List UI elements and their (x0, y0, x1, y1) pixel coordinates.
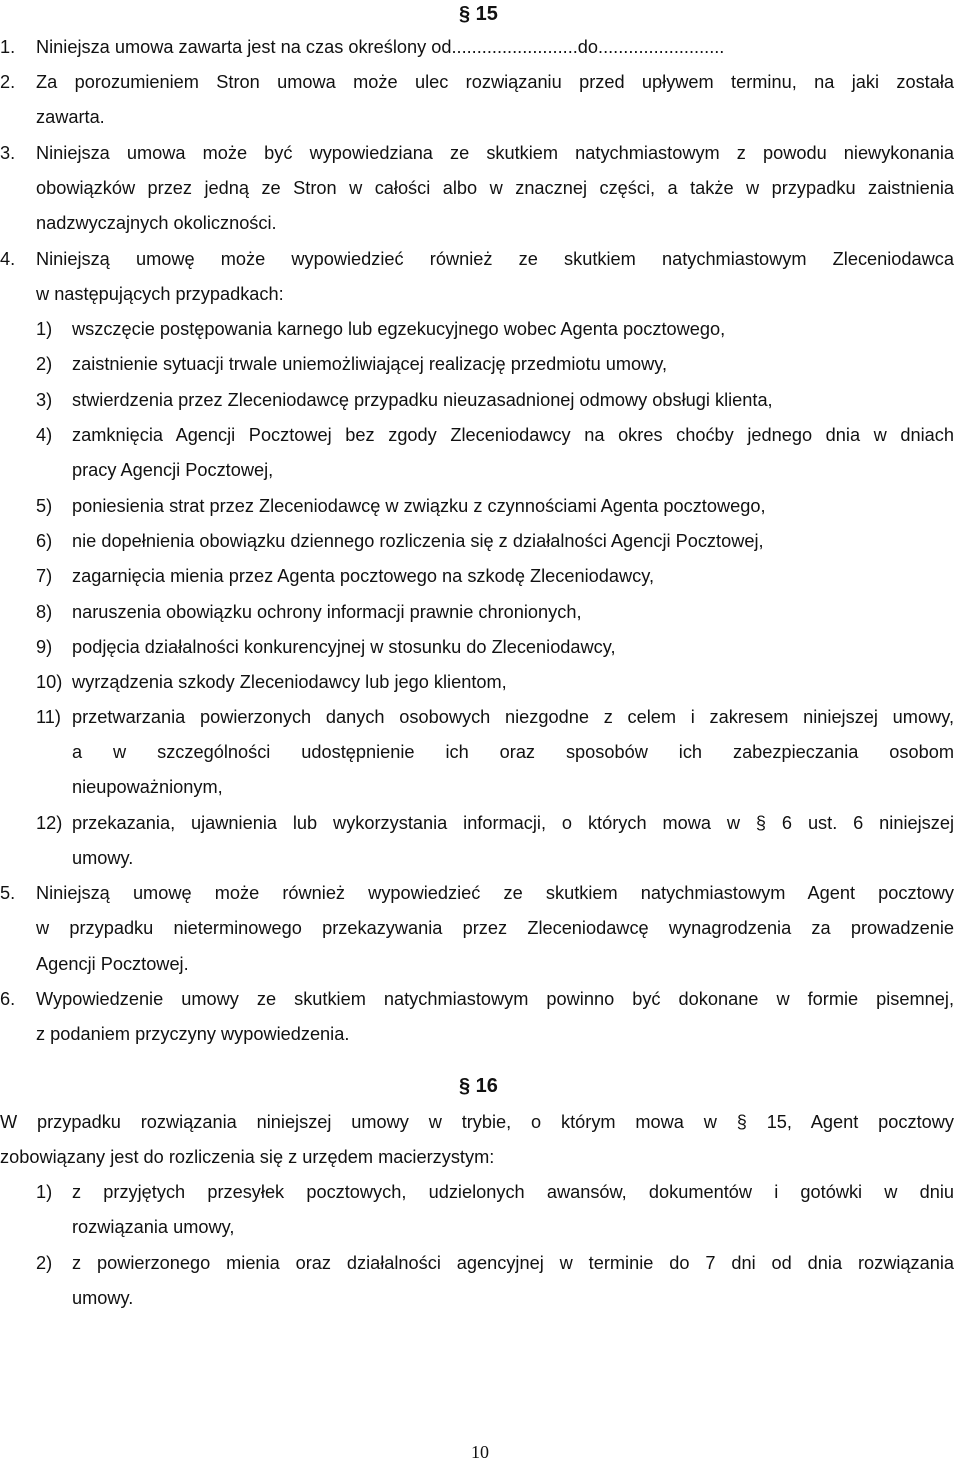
subitem-text: przekazania, ujawnienia lub wykorzystania informacji, o których mowa w § 6 ust. 6 niniejszej (72, 813, 954, 833)
item-number: 6. (0, 989, 16, 1009)
subitem-text: nieupoważnionym, (72, 777, 223, 797)
paragraph-text: W przypadku rozwiązania niniejszej umowy w trybie, o którym mowa w § 15, Agent pocztowy (0, 1112, 954, 1132)
subitem-text: wszczęcie postępowania karnego lub egzekucyjnego wobec Agenta pocztowego, (72, 319, 726, 339)
subitem-number: 1) (36, 319, 53, 339)
item-text: Niniejszą umowę może również wypowiedzieć ze skutkiem natychmiastowym Agent pocztowy (36, 883, 954, 903)
subitem-text: wyrządzenia szkody Zleceniodawcy lub jego klientom, (72, 672, 507, 692)
subitem-text: a w szczególności udostępnienie ich oraz sposobów ich zabezpieczania osobom (72, 742, 954, 762)
subitem-number: 3) (36, 390, 53, 410)
item-number: 1. (0, 37, 16, 57)
subitem-text: pracy Agencji Pocztowej, (72, 460, 274, 480)
subitem-number: 9) (36, 637, 53, 657)
subitem-text: z powierzonego mienia oraz działalności agencyjnej w terminie do 7 dni od dnia rozwiązania (72, 1253, 954, 1273)
item-text: w następujących przypadkach: (36, 284, 284, 304)
item-number: 5. (0, 883, 16, 903)
section-heading-16: § 16 (459, 1075, 498, 1097)
item-text: Niniejsza umowa zawarta jest na czas określony od.........................do......................... (36, 37, 725, 57)
subitem-text: rozwiązania umowy, (72, 1217, 235, 1237)
item-number: 4. (0, 249, 16, 269)
subitem-number: 5) (36, 496, 53, 516)
subitem-number: 12) (36, 813, 63, 833)
page-number: 10 (471, 1442, 489, 1462)
item-text: Niniejsza umowa może być wypowiedziana ze skutkiem natychmiastowym z powodu niewykonania (36, 143, 954, 163)
item-text: Wypowiedzenie umowy ze skutkiem natychmiastowym powinno być dokonane w formie pisemnej, (36, 989, 954, 1009)
item-text: z podaniem przyczyny wypowiedzenia. (36, 1024, 350, 1044)
section-heading-15: § 15 (459, 3, 498, 25)
item-text: w przypadku nieterminowego przekazywania przez Zleceniodawcę wynagrodzenia za prowadzenie (36, 918, 954, 938)
subitem-number: 10) (36, 672, 63, 692)
subitem-number: 2) (36, 354, 53, 374)
subitem-text: stwierdzenia przez Zleceniodawcę przypadku nieuzasadnionej odmowy obsługi klienta, (72, 390, 773, 410)
item-text: obowiązków przez jedną ze Stron w całości albo w znacznej części, a także w przypadku zaistnienia (36, 178, 954, 198)
paragraph-text: zobowiązany jest do rozliczenia się z urzędem macierzystym: (0, 1147, 495, 1167)
subitem-text: zamknięcia Agencji Pocztowej bez zgody Zleceniodawcy na okres choćby jednego dnia w dniach (72, 425, 954, 445)
subitem-number: 7) (36, 566, 53, 586)
item-text: Za porozumieniem Stron umowa może ulec rozwiązaniu przed upływem terminu, na jaki została (36, 72, 954, 92)
subitem-text: umowy. (72, 848, 134, 868)
subitem-text: nie dopełnienia obowiązku dziennego rozliczenia się z działalności Agencji Pocztowej, (72, 531, 764, 551)
subitem-text: zaistnienie sytuacji trwale uniemożliwiającej realizację przedmiotu umowy, (72, 354, 668, 374)
subitem-text: poniesienia strat przez Zleceniodawcę w związku z czynnościami Agenta pocztowego, (72, 496, 766, 516)
subitem-number: 11) (36, 707, 61, 727)
subitem-text: naruszenia obowiązku ochrony informacji prawnie chronionych, (72, 602, 582, 622)
subitem-text: podjęcia działalności konkurencyjnej w stosunku do Zleceniodawcy, (72, 637, 616, 657)
subitem-text: przetwarzania powierzonych danych osobowych niezgodne z celem i zakresem niniejszej umowy, (72, 707, 954, 727)
item-text: zawarta. (36, 107, 105, 127)
item-text: nadzwyczajnych okoliczności. (36, 213, 277, 233)
item-text: Niniejszą umowę może wypowiedzieć również ze skutkiem natychmiastowym Zleceniodawca (36, 249, 954, 269)
item-text: Agencji Pocztowej. (36, 954, 189, 974)
subitem-number: 2) (36, 1253, 53, 1273)
subitem-text: umowy. (72, 1288, 134, 1308)
item-number: 2. (0, 72, 16, 92)
subitem-number: 4) (36, 425, 53, 445)
subitem-number: 1) (36, 1182, 53, 1202)
subitem-text: zagarnięcia mienia przez Agenta pocztowego na szkodę Zleceniodawcy, (72, 566, 654, 586)
subitem-number: 6) (36, 531, 53, 551)
subitem-number: 8) (36, 602, 53, 622)
item-number: 3. (0, 143, 16, 163)
subitem-text: z przyjętych przesyłek pocztowych, udzielonych awansów, dokumentów i gotówki w dniu (72, 1182, 954, 1202)
